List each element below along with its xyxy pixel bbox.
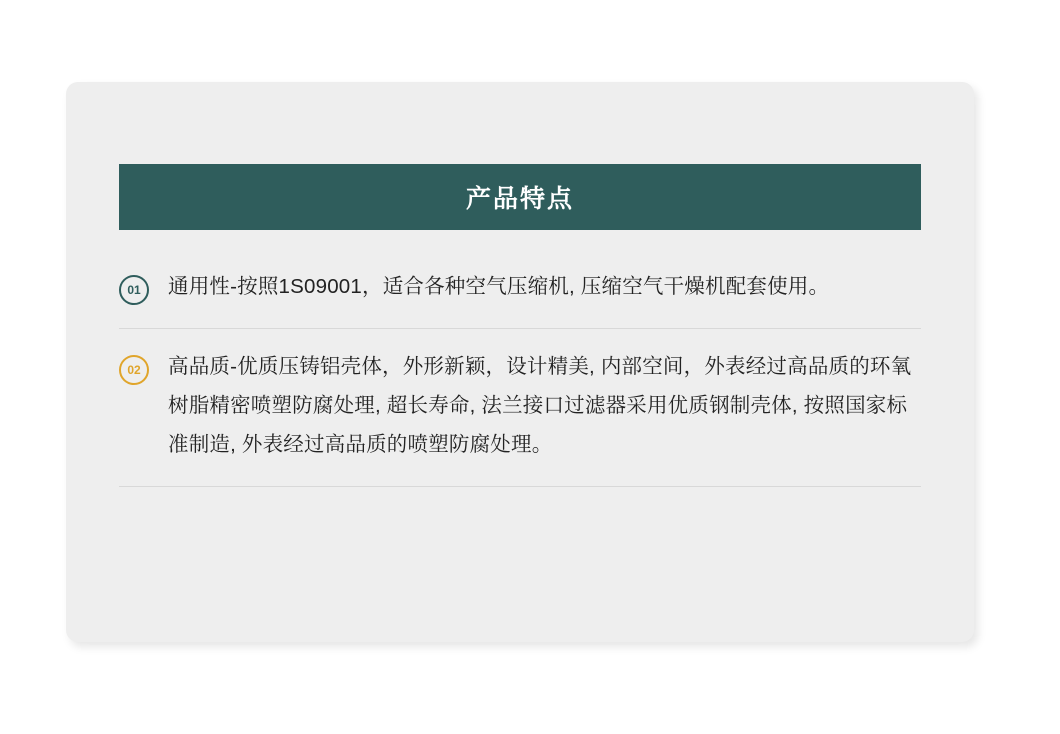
feature-list <box>119 249 921 487</box>
feature-text: 高品质-优质压铸铝壳体，外形新颖，设计精美, 内部空间，外表经过高品质的环氧树脂精密喷塑防腐处理, 超长寿命, 法兰接口过滤器采用优质钢制壳体, 按照国家标准制造, 外表经过高品质的喷塑防腐处理。 <box>168 355 912 456</box>
product-feature-card <box>66 82 974 642</box>
feature-number-badge: 02 <box>119 355 149 385</box>
card-header <box>119 164 921 230</box>
list-item <box>119 329 921 487</box>
list-item <box>119 249 921 329</box>
feature-text: 通用性-按照1S09001，适合各种空气压缩机, 压缩空气干燥机配套使用。 <box>168 275 830 298</box>
page-title: 产品特点 <box>465 185 574 213</box>
feature-number-badge: 01 <box>119 275 149 305</box>
